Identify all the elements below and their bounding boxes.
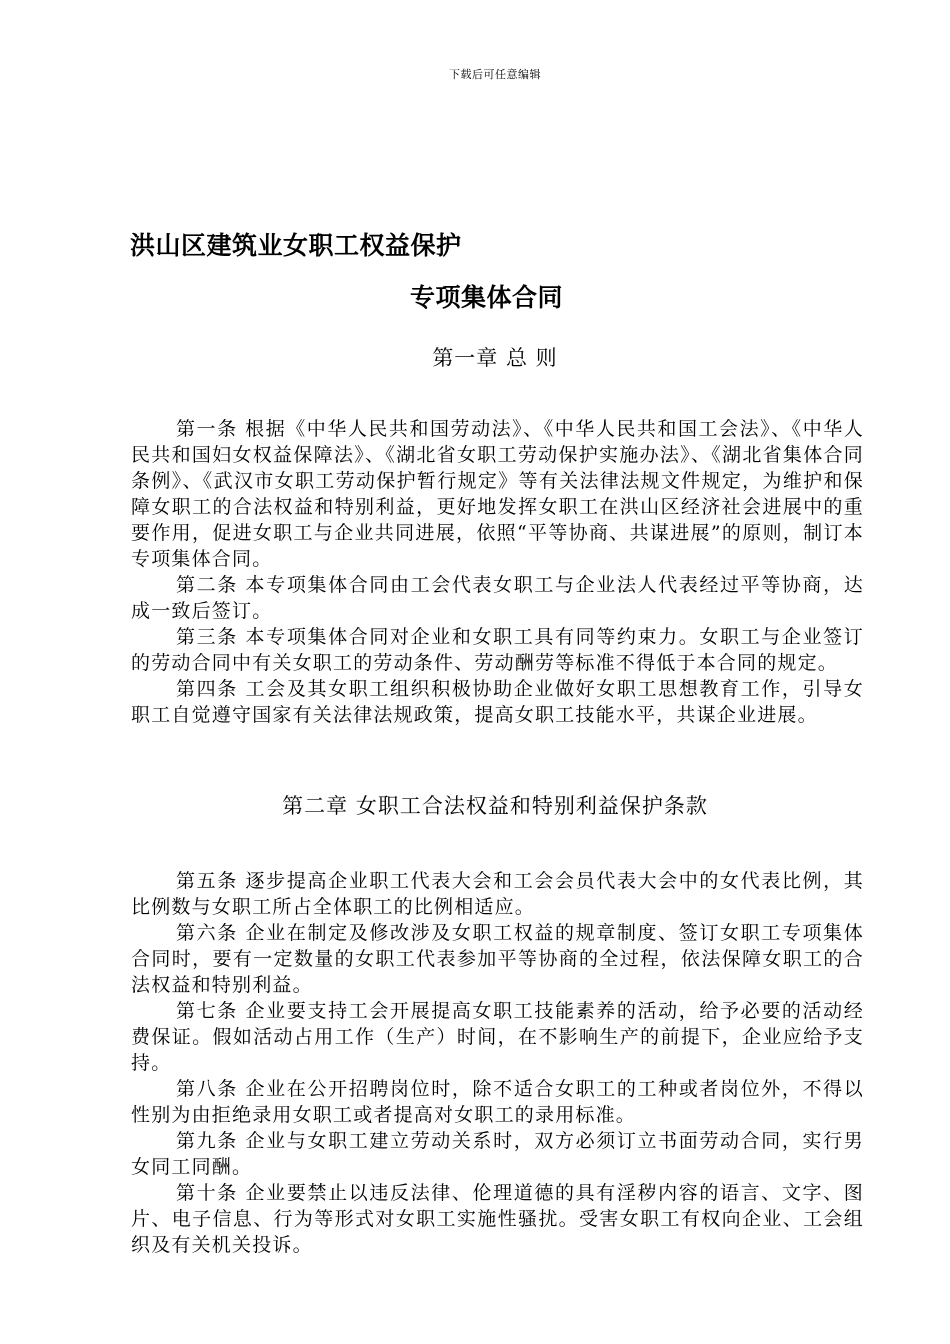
article-paragraph: 第五条 逐步提高企业职工代表大会和工会会员代表大会中的女代表比例，其比例数与女职工所占全体职工的比例相适应。 — [131, 870, 864, 918]
document-title-line2: 专项集体合同 — [410, 283, 564, 312]
chapter-heading: 第二章 女职工合法权益和特别利益保护条款 — [282, 794, 708, 818]
chapter-body — [131, 416, 864, 728]
article-paragraph: 第十条 企业要禁止以违反法律、伦理道德的具有淫秽内容的语言、文字、图片、电子信息、行为等形式对女职工实施性骚扰。受害女职工有权向企业、工会组织及有关机关投诉。 — [131, 1182, 864, 1256]
article-paragraph: 第四条 工会及其女职工组织积极协助企业做好女职工思想教育工作，引导女职工自觉遵守国家有关法律法规政策，提高女职工技能水平，共谋企业进展。 — [131, 678, 864, 726]
header-note: 下载后可任意编辑 — [449, 68, 541, 81]
document-title-line1: 洪山区建筑业女职工权益保护 — [130, 231, 462, 260]
chapter-body — [131, 868, 864, 1258]
article-paragraph: 第六条 企业在制定及修改涉及女职工权益的规章制度、签订女职工专项集体合同时，要有一定数量的女职工代表参加平等协商的全过程，依法保障女职工的合法权益和特别利益。 — [131, 922, 864, 996]
chapter-heading: 第一章 总 则 — [432, 346, 558, 370]
article-paragraph: 第八条 企业在公开招聘岗位时，除不适合女职工的工种或者岗位外，不得以性别为由拒绝录用女职工或者提高对女职工的录用标准。 — [131, 1078, 864, 1126]
article-paragraph: 第七条 企业要支持工会开展提高女职工技能素养的活动，给予必要的活动经费保证。假如活动占用工作（生产）时间，在不影响生产的前提下，企业应给予支持。 — [131, 1000, 864, 1074]
article-paragraph: 第一条 根据《中华人民共和国劳动法》、《中华人民共和国工会法》、《中华人民共和国妇女权益保障法》、《湖北省女职工劳动保护实施办法》、《湖北省集体合同条例》、《武汉市女职工劳动保护暂行规定》等有关法律法规文件规定，为维护和保障女职工的合法权益和特别利益，更好地发挥女职工在洪山区经济社会进展中的重要作用，促进女职工与企业共同进展，依照“平等协商、共谋进展”的原则，制订本专项集体合同。 — [131, 418, 864, 570]
article-paragraph: 第二条 本专项集体合同由工会代表女职工与企业法人代表经过平等协商，达成一致后签订。 — [131, 574, 864, 622]
article-paragraph: 第九条 企业与女职工建立劳动关系时，双方必须订立书面劳动合同，实行男女同工同酬。 — [131, 1130, 864, 1178]
article-paragraph: 第三条 本专项集体合同对企业和女职工具有同等约束力。女职工与企业签订的劳动合同中有关女职工的劳动条件、劳动酬劳等标准不得低于本合同的规定。 — [131, 626, 864, 674]
